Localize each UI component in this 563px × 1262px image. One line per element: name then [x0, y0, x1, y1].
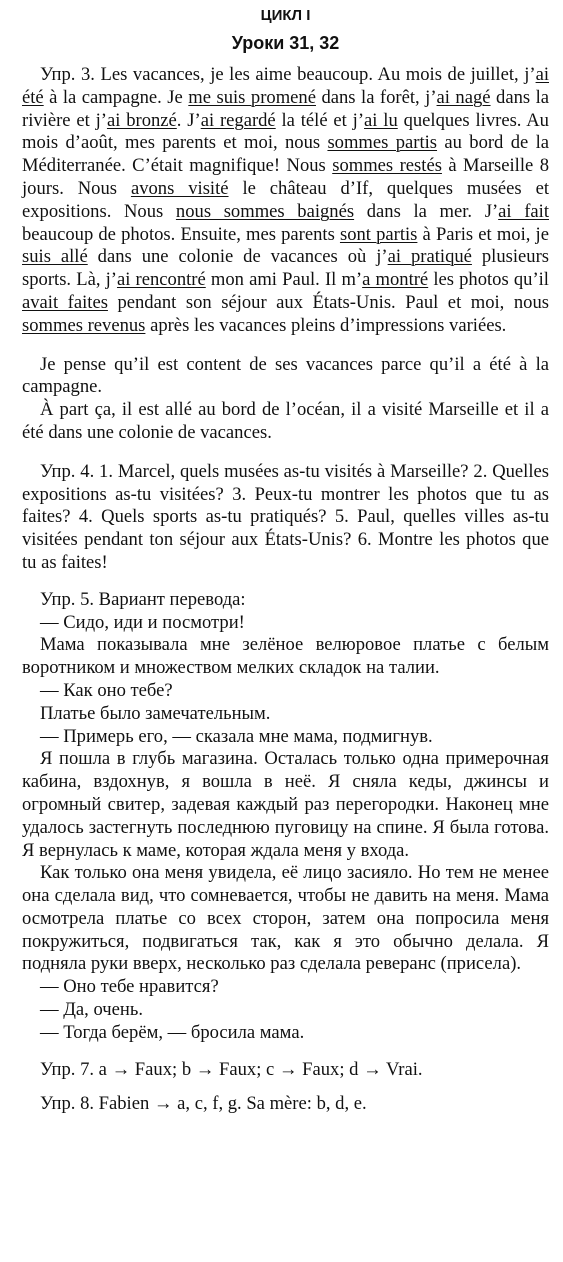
- exercise-5-line: — Да, очень.: [40, 999, 143, 1021]
- underlined-verb: avait faites: [22, 291, 108, 313]
- underlined-verb: ai fait: [498, 200, 549, 222]
- underlined-verb: ai lu: [364, 109, 398, 131]
- cycle-heading: ЦИКЛ I: [260, 7, 311, 24]
- underlined-verb: ai regardé: [200, 109, 276, 131]
- text-segment: à la campagne. Je: [43, 86, 189, 108]
- text-segment: à Marseille 8 jours. Nous: [22, 155, 549, 199]
- exercise-5-line: — Как оно тебе?: [40, 679, 173, 701]
- exercise-4-text: Упр. 4. 1. Marcel, quels musées as-tu visités à Marseille? 2. Quelles expositions as-tu visitées? 3. Peux-tu montrer les photos que tu as faites? 4. Quels sports as-tu pratiqués? 5. Paul, quelles villes as-tu visitées pendant ton séjour aux États-Unis? 6. Montre les photos que tu as faites!: [22, 460, 549, 573]
- underlined-verb: me suis promené: [188, 86, 316, 108]
- exercise-8-text: Упр. 8. Fabien → a, c, f, g. Sa mère: b, d, e.: [40, 1093, 367, 1115]
- underlined-verb: sommes partis: [327, 132, 438, 154]
- underlined-verb: suis allé: [22, 246, 88, 268]
- underlined-verb: ai été: [22, 64, 549, 108]
- text-segment: les photos qu’il: [428, 269, 549, 291]
- text-segment: pendant son séjour aux États-Unis. Paul et moi, nous: [107, 291, 549, 313]
- exercise-5-line: — Оно тебе нравится?: [40, 976, 219, 998]
- exercise-5-line: Как только она меня увидела, её лицо засияло. Но тем не менее она сделала вид, что сомневается, чтобы не давить на меня. Мама осмотрела платье со всех сторон, затем она попросила меня покружиться, подвигаться так, как я это обычно делала. Я подняла руки вверх, несколько раз сделала реверанс (присела).: [22, 862, 549, 975]
- exercise-3-answer-2: À part ça, il est allé au bord de l’océan, il a visité Marseille et il a été dans une colonie de vacances.: [22, 399, 549, 443]
- underlined-verb: a montré: [362, 269, 429, 291]
- underlined-verb: ai nagé: [436, 86, 491, 108]
- exercise-5-line: Я пошла в глубь магазина. Осталась только одна примерочная кабина, вздохнув, я вошла в неё. Я сняла кеды, джинсы и огромный свитер, задевая каждый раз перегородки. Наконец мне удалось застегнуть последнюю пуговицу на спине. Я была готова. Я вернулась к маме, которая ждала меня у входа.: [22, 748, 549, 861]
- text-segment: Упр. 3. Les vacances, je les aime beaucoup. Au mois de juillet, j’: [40, 64, 536, 85]
- underlined-verb: sommes restés: [332, 155, 442, 177]
- text-segment: au bord de la Méditerranée. C’était magnifique! Nous: [22, 132, 549, 177]
- underlined-verb: avons visité: [130, 177, 229, 199]
- exercise-5-line: — Сидо, иди и посмотри!: [40, 611, 245, 633]
- underlined-verb: sont partis: [339, 223, 418, 245]
- text-segment: mon ami Paul. Il m’: [205, 269, 363, 291]
- exercise-7-text: Упр. 7. a → Faux; b → Faux; c → Faux; d → Vrai.: [40, 1058, 423, 1080]
- exercise-3-answer-1: Je pense qu’il est content de ses vacances parce qu’il a été à la campagne.: [22, 353, 549, 398]
- text-segment: la télé et j’: [275, 109, 365, 131]
- exercise-5-line: Платье было замечательным.: [40, 702, 271, 724]
- text-segment: dans la mer. J’: [354, 200, 499, 222]
- text-segment: . J’: [176, 109, 201, 131]
- text-segment: dans la forêt, j’: [315, 86, 437, 108]
- underlined-verb: ai pratiqué: [387, 246, 472, 268]
- exercise-5-line: — Примерь его, — сказала мне мама, подмигнув.: [40, 725, 433, 747]
- text-segment: quelques livres. Au mois d’août, mes parents et moi, nous: [22, 109, 549, 154]
- text-segment: plusieurs sports. Là, j’: [22, 246, 550, 291]
- exercise-5-line: — Тогда берём, — бросила мама.: [40, 1021, 305, 1043]
- exercise-3-text: [22, 64, 549, 338]
- text-segment: à Paris et moi, je: [417, 223, 549, 245]
- text-segment: beaucoup de photos. Ensuite, mes parents: [22, 223, 340, 245]
- exercise-5-line: Мама показывала мне зелёное велюровое платье с белым воротником и множеством мелких складок на талии.: [22, 634, 549, 679]
- lessons-heading: Уроки 31, 32: [231, 33, 340, 53]
- underlined-verb: nous sommes baignés: [175, 200, 355, 222]
- underlined-verb: ai bronzé: [106, 109, 177, 131]
- text-segment: dans une colonie de vacances où j’: [87, 246, 388, 268]
- text-segment: dans la rivière et j’: [22, 86, 550, 131]
- exercise-5-title: Упр. 5. Вариант перевода:: [40, 588, 246, 610]
- underlined-verb: ai rencontré: [116, 269, 206, 291]
- text-segment: le château d’If, quelques musées et expositions. Nous: [22, 177, 550, 222]
- text-segment: après les vacances pleins d’impressions variées.: [145, 314, 507, 336]
- underlined-verb: sommes revenus: [22, 314, 146, 336]
